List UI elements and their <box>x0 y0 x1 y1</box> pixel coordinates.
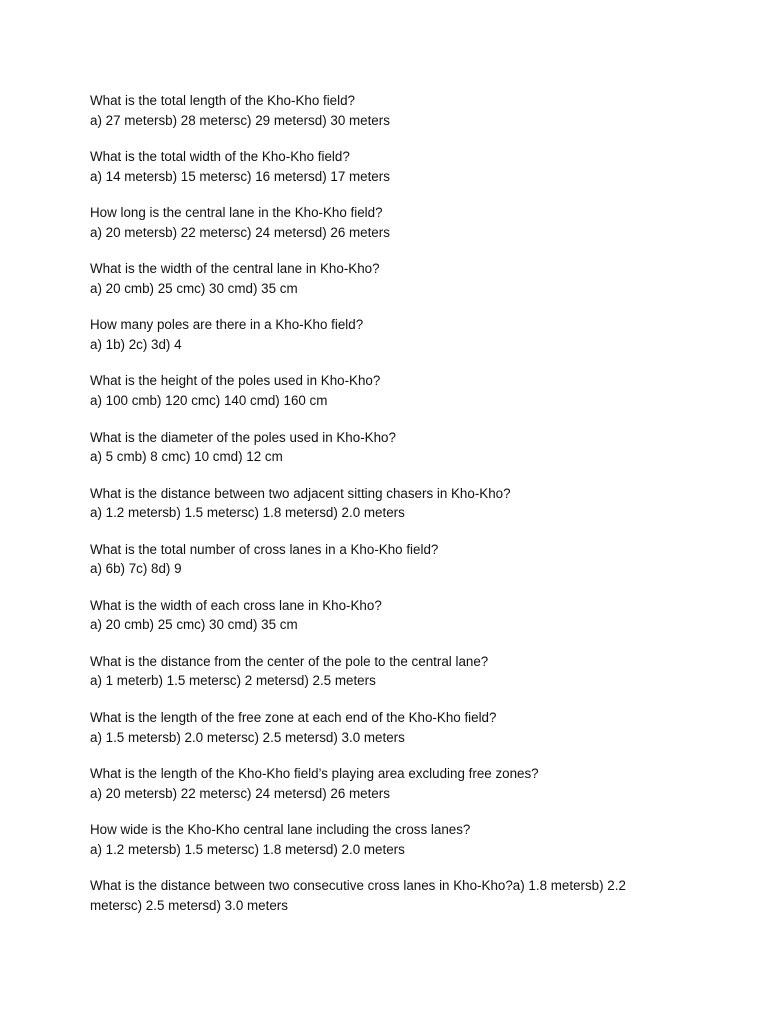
question-block <box>90 484 670 523</box>
answer-options: a) 20 metersb) 22 metersc) 24 metersd) 26 meters <box>90 224 390 240</box>
question-text: What is the width of the central lane in Kho-Kho? <box>90 261 380 277</box>
answer-options: a) 20 metersb) 22 metersc) 24 metersd) 26 meters <box>90 785 390 801</box>
question-block <box>90 540 670 579</box>
question-block <box>90 428 670 467</box>
question-block <box>90 315 670 354</box>
question-block <box>90 259 670 298</box>
question-text: What is the distance from the center of the pole to the central lane? <box>90 653 489 669</box>
question-text: What is the total length of the Kho-Kho field? <box>90 93 356 108</box>
answer-options: a) 1b) 2c) 3d) 4 <box>90 336 182 352</box>
answer-options: a) 1.2 metersb) 1.5 metersc) 1.8 metersd) 2.0 meters <box>90 505 405 521</box>
answer-options: a) 1.5 metersb) 2.0 metersc) 2.5 metersd) 3.0 meters <box>90 729 405 745</box>
answer-options: a) 1.2 metersb) 1.5 metersc) 1.8 metersd) 2.0 meters <box>90 841 405 857</box>
question-block <box>90 596 670 635</box>
question-block <box>90 708 670 747</box>
question-text: What is the height of the poles used in Kho-Kho? <box>90 373 381 389</box>
question-text: How long is the central lane in the Kho-Kho field? <box>90 205 383 221</box>
question-text: What is the distance between two adjacent sitting chasers in Kho-Kho? <box>90 485 511 501</box>
answer-options: a) 1 meterb) 1.5 metersc) 2 metersd) 2.5 meters <box>90 673 376 689</box>
answer-options: a) 6b) 7c) 8d) 9 <box>90 561 182 577</box>
answer-options: a) 27 metersb) 28 metersc) 29 metersd) 30 meters <box>90 112 390 128</box>
question-block-wrapped <box>90 876 670 915</box>
question-text: What is the length of the Kho-Kho field’s playing area excluding free zones? <box>90 766 539 782</box>
question-block <box>90 764 670 803</box>
question-block <box>90 820 670 859</box>
question-list <box>90 91 670 932</box>
answer-options: a) 100 cmb) 120 cmc) 140 cmd) 160 cm <box>90 392 328 408</box>
question-text: What is the total number of cross lanes in a Kho-Kho field? <box>90 541 439 557</box>
question-block <box>90 91 670 130</box>
answer-options: a) 20 cmb) 25 cmc) 30 cmd) 35 cm <box>90 280 298 296</box>
question-text: How wide is the Kho-Kho central lane including the cross lanes? <box>90 822 471 838</box>
answer-options: a) 20 cmb) 25 cmc) 30 cmd) 35 cm <box>90 617 298 633</box>
question-text: What is the diameter of the poles used in Kho-Kho? <box>90 429 396 445</box>
question-with-options: What is the distance between two consecutive cross lanes in Kho-Kho?a) 1.8 metersb) 2.2 metersc) 2.5 metersd) 3.0 meters <box>90 878 630 913</box>
question-text: What is the length of the free zone at each end of the Kho-Kho field? <box>90 710 497 726</box>
question-block <box>90 371 670 410</box>
answer-options: a) 5 cmb) 8 cmc) 10 cmd) 12 cm <box>90 449 283 465</box>
question-text: What is the width of each cross lane in Kho-Kho? <box>90 597 382 613</box>
question-block <box>90 652 670 691</box>
question-block <box>90 203 670 242</box>
question-block <box>90 147 670 186</box>
question-text: How many poles are there in a Kho-Kho field? <box>90 317 364 333</box>
question-text: What is the total width of the Kho-Kho field? <box>90 149 350 165</box>
answer-options: a) 14 metersb) 15 metersc) 16 metersd) 17 meters <box>90 168 390 184</box>
